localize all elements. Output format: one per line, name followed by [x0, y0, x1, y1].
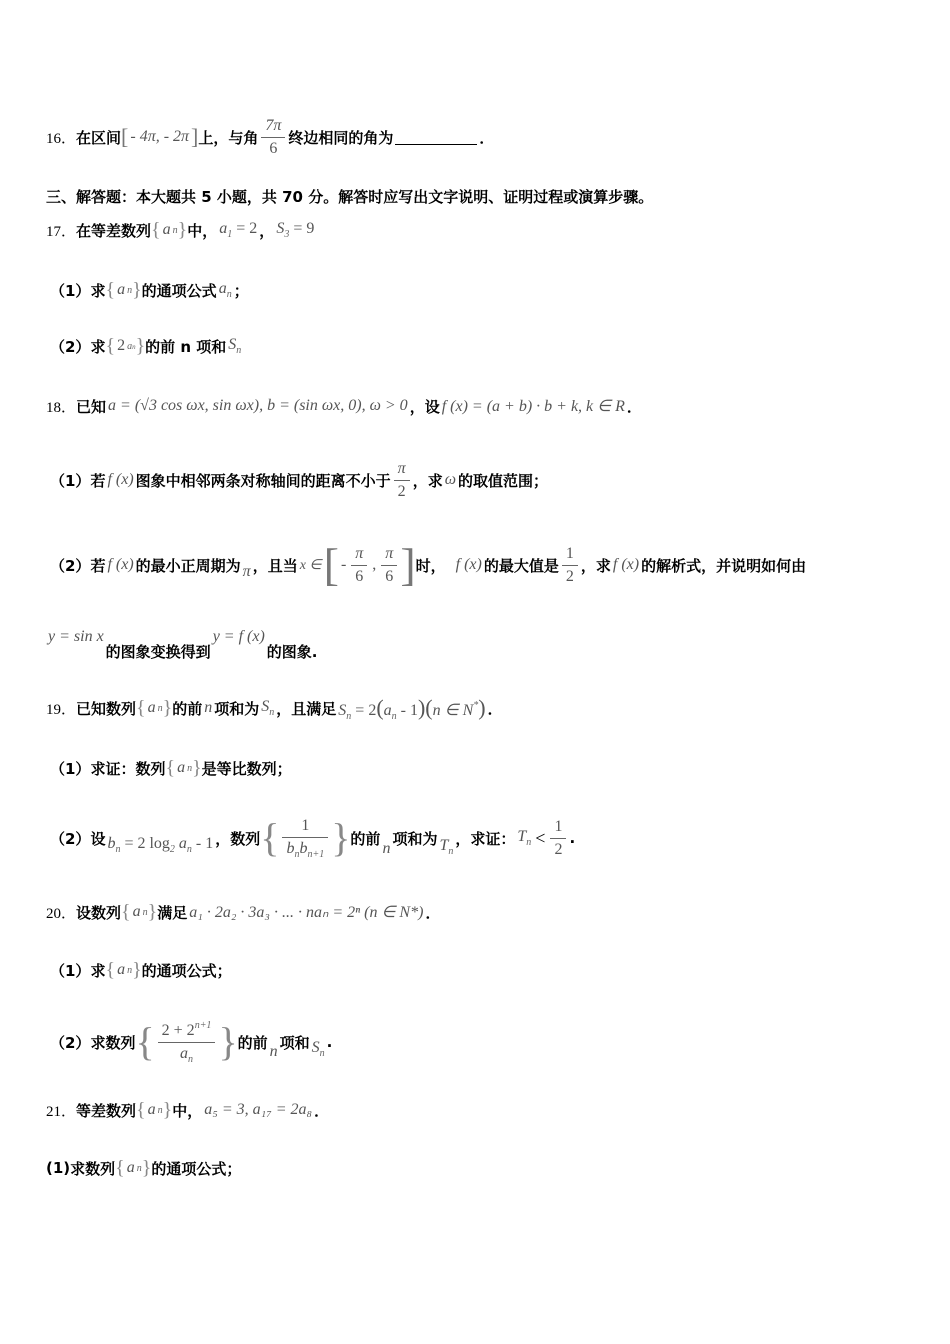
q17-p1-an: $a_n$: [218, 280, 232, 300]
q20-p2-fraction-seq: { $\frac{2 + 2^{n+1}}{a_n}$ }: [135, 1019, 238, 1065]
q17-part2: （2） 求 { 2 an } 的前 n 项和 $S_n$: [50, 334, 242, 357]
q18-part2-cont: y = sin x 的图象变换得到 y = f (x) 的图象.: [48, 628, 318, 661]
q17-part1: （1） 求 { a n } 的通项公式 $a_n$ ；: [50, 278, 249, 301]
q21-sequence: { a n }: [136, 1098, 173, 1121]
q16-line: [46, 103, 494, 171]
q16-text-2: 上，与角: [198, 128, 259, 147]
q16-answer-blank: [395, 130, 477, 145]
q17-p2-sequence: { 2 an }: [105, 334, 146, 357]
q19-part2: （2） 设 $b_n = 2$ $\log_2 a_n - 1$ ，数列 { $\frac{1}{b_nb_{n+1}}$ } 的前 n 项和为 $T_n$ ，求证： $T_n$ < $\frac{1}{2}$ .: [50, 815, 576, 860]
q21-p1-sequence: { a n }: [115, 1156, 152, 1179]
q19-p2-tn: $T_n$: [439, 837, 454, 857]
q18-p1-fraction: $\frac{\pi}{2}$: [394, 460, 410, 501]
q17-sequence: { a n }: [151, 218, 188, 241]
q19-p2-tn-2: $T_n$: [517, 828, 532, 848]
q20-p2-sn: $S_n$: [311, 1039, 325, 1059]
q16-number: 16．: [46, 130, 77, 147]
section3-title: 三、解答题：本大题共 5 小题，共 70 分。解答时应写出文字说明、证明过程或演算步骤。: [46, 187, 654, 206]
q17-line: [46, 212, 316, 248]
q21-number: 21．: [46, 1103, 77, 1120]
q18-vectors: a = (√3 cos ωx, sin ωx), b = (sin ωx, 0), ω > 0: [108, 397, 408, 414]
q19-line: 19． 已知数列 { a n } 的前 n 项和为 $S_n$ ，且满足 $S_n = 2(a_n - 1)(n$ ∈ N*) ．: [46, 694, 503, 722]
q18-p2-half: $\frac{1}{2}$: [562, 545, 578, 586]
q21-part1: (1) 求数列 { a n } 的通项公式；: [46, 1156, 242, 1179]
q18-part1: （1） 若 f (x) 图象中相邻两条对称轴间的距离不小于 $\frac{\pi}{2}$ ，求 ω 的取值范围；: [50, 459, 549, 500]
q18-part2: （2） 若 f (x) 的最小正周期为 π ，且当 x ∈ [ - $\frac{\pi}{6}$ , $\frac{\pi}{6}$ ] 时， f (x) 的最大值是 $\frac{1}{2}$ ，求 f (x) 的解析式，并说明如何由: [50, 539, 807, 590]
q19-p2-fraction-seq: { $\frac{1}{b_nb_{n+1}}$ }: [260, 815, 351, 860]
q20-number: 20．: [46, 905, 77, 922]
q19-sequence: { a n }: [136, 696, 173, 719]
q17-text-2: 中，: [187, 221, 218, 240]
q17-comma: ，: [259, 221, 275, 240]
q16-period: ．: [479, 128, 495, 147]
q19-p2-half: $\frac{1}{2}$: [550, 818, 566, 859]
q16-angle-fraction: $\frac{7\pi}{6}$: [261, 117, 285, 158]
q17-cond-a1: $a_1 = 2$: [219, 220, 258, 240]
q18-p2-interval: [ - $\frac{\pi}{6}$ , $\frac{\pi}{6}$ ]: [323, 539, 416, 590]
q20-line: 20． 设数列 { a n } 满足 a₁ · 2a₂ · 3a₃ · ... · naₙ = 2ⁿ (n ∈ N*) ．: [46, 900, 441, 923]
q18-function: f (x) = (a + b) · b + k, k ∈ R: [441, 398, 625, 415]
q17-text-1: 在等差数列: [76, 221, 152, 240]
q20-p1-sequence: { a n }: [105, 958, 142, 981]
q17-cond-s3: $S_3 = 9$: [276, 220, 315, 240]
q19-number: 19．: [46, 701, 77, 718]
q17-p1-sequence: { a n }: [105, 278, 142, 301]
q21-line: 21． 等差数列 { a n } 中， a₅ = 3, a₁₇ = 2a₈ ．: [46, 1098, 330, 1121]
q19-p1-sequence: { a n }: [165, 756, 202, 779]
q18-number: 18．: [46, 399, 77, 416]
q19-sn: $S_n$: [261, 698, 275, 718]
q19-equation: $S_n = 2(a_n - 1)(n$ ∈ N*): [338, 694, 486, 722]
q18-line: 18． 已知 a = (√3 cos ωx, sin ωx), b = (sin ωx, 0), ω > 0 ，设 f (x) = (a + b) · b + k, k ∈ R ．: [46, 397, 642, 416]
q17-number: 17．: [46, 223, 77, 240]
q16-text-1: 在区间: [76, 128, 122, 147]
q20-sequence: { a n }: [121, 900, 158, 923]
q20-part2: （2） 求数列 { $\frac{2 + 2^{n+1}}{a_n}$ } 的前 n 项和 $S_n$ .: [50, 1019, 333, 1065]
q20-part1: （1） 求 { a n } 的通项公式；: [50, 958, 232, 981]
q16-text-3: 终边相同的角为: [288, 128, 394, 147]
q16-interval: [ - 4π, - 2π ]: [121, 124, 199, 149]
q19-part1: （1） 求证：数列 { a n } 是等比数列；: [50, 756, 292, 779]
q17-p2-sn: $S_n$: [228, 336, 242, 356]
q19-p2-bn-def: $b_n = 2$ $\log_2 a_n - 1$: [107, 835, 214, 855]
